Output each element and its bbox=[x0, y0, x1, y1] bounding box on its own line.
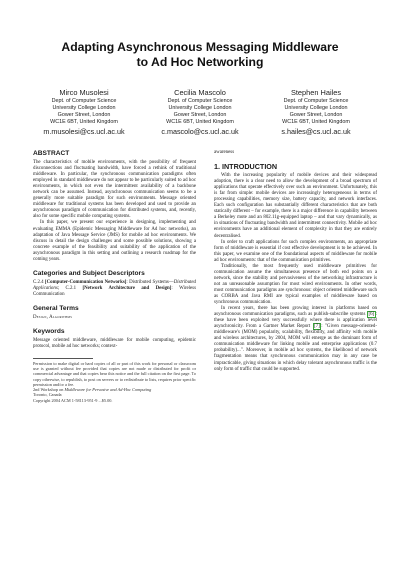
abstract-paragraph-1: The characteristics of mobile environments, with the possibility of frequent disconnections and fluctuating bandwidth, have forced a rethink of traditional middleware. In particular, the synchronous communication paradigms often employed in standard middleware do not appear to be particularly suited to ad hoc environments, in which not even the intermittent availability of a backbone network can be assumed. Instead, asynchronous communication seems to be a generally more suitable paradigm for such environments. Message oriented middleware for traditional systems has been developed and used to provide an asynchronous paradigm of communication for distributed systems, and, recently, also for some specific mobile computing systems. bbox=[33, 160, 196, 220]
author-1 bbox=[30, 88, 138, 136]
title-line-2: to Ad Hoc Networking bbox=[136, 54, 264, 69]
author-2 bbox=[146, 88, 254, 136]
abstract-paragraph-2: In this paper, we present our experience in designing, implementing and evaluating EMMA (Epidemic Messaging Middleware for Ad hoc networks), an adaptation of Java Message Service (JMS) for mobile ad hoc environments. We discuss in detail the design challenges and some possible solutions, showing a concrete example of the feasibility and suitability of the application of the asynchronous paradigm in this setting and outlining a research roadmap for the coming years. bbox=[33, 220, 196, 262]
general-terms-heading: General Terms bbox=[33, 304, 79, 312]
title-line-1: Adapting Asynchronous Messaging Middleware bbox=[61, 40, 339, 54]
citation-link[interactable]: [6] bbox=[368, 312, 375, 318]
footnote-rule bbox=[33, 358, 93, 359]
author-univ: University College London bbox=[284, 104, 348, 111]
author-3 bbox=[262, 88, 370, 136]
venue-notice: 2nd Workshop on Middleware for Pervasive and Ad-Hoc Computing bbox=[33, 387, 152, 393]
right-column bbox=[214, 150, 377, 373]
author-street: Gower Street, London bbox=[173, 111, 227, 118]
keywords-heading: Keywords bbox=[33, 327, 65, 335]
paper-title bbox=[20, 40, 380, 69]
introduction-heading: 1. INTRODUCTION bbox=[214, 162, 278, 172]
citation-link[interactable]: [7] bbox=[314, 324, 320, 330]
venue-place: Toronto, Canada bbox=[33, 392, 62, 398]
keywords-text: Message oriented middleware, middleware for mobile computing, epidemic protocol, mobile ad hoc networks; context- bbox=[33, 337, 196, 350]
author-email: s.hailes@cs.ucl.ac.uk bbox=[281, 126, 351, 136]
author-street: Gower Street, London bbox=[57, 111, 111, 118]
intro-paragraph-4: In recent years, there has been growing interest in platforms based on asynchronous communication paradigms, such as publish-subscribe systems [6] : these have been exploited very successfully where there is application level asynchronicity. From a Gartner Market Report [7] : "Given message-oriented-middleware's (MOM) popularity, scalability, flexibility, and affinity with mobile and wireless architectures, by 2004, MOM will emerge as the dominant form of communication middleware for linking mobile and enterprise applications (0.7 probability)...". Moreover, in mobile ad hoc systems, the likelihood of network fragmentation means that synchronous communication may in any case be impracticable, giving situations in which delay tolerant asynchronous traffic is the only form of traffic that could be supported. bbox=[214, 306, 377, 372]
author-email: c.mascolo@cs.ucl.ac.uk bbox=[161, 126, 239, 136]
author-dept: Dept. of Computer Science bbox=[51, 98, 117, 104]
author-postcode: WC1E 6BT, United Kingdom bbox=[166, 118, 234, 125]
categories-heading: Categories and Subject Descriptors bbox=[33, 269, 145, 277]
general-terms-text: Design, Algorithms bbox=[33, 314, 73, 320]
intro-paragraph-1: With the increasing popularity of mobile devices and their widespread adoption, there is a clear need to allow the development of a broad spectrum of applications that operate effectively over such an environment. Unfortunately, this is far from simple: mobile devices are increasingly heterogeneous in terms of processing capabilities, memory size, battery capacity, and network interfaces. Each such configuration has substantially different characteristics that are both statically different – for example, there is a major difference in capability between a Berkeley mote and an 802.11g-equipped laptop – and that vary dynamically, as in situations of fluctuating bandwidth and intermittent connectivity. Mobile ad hoc environments have an additional element of complexity in that they are entirely decentralised. bbox=[214, 173, 377, 239]
author-email: m.musolesi@cs.ucl.ac.uk bbox=[43, 126, 125, 136]
categories-text: C.2.4 [Computer-Communication Networks]: Distributed Systems—Distributed Applications; C.2.1 [Network Architecture and Design]: Wireless Communication bbox=[33, 279, 196, 297]
author-postcode: WC1E 6BT, United Kingdom bbox=[50, 118, 118, 125]
author-univ: University College London bbox=[52, 104, 116, 111]
author-block bbox=[30, 88, 370, 136]
author-univ: University College London bbox=[168, 104, 232, 111]
author-postcode: WC1E 6BT, United Kingdom bbox=[282, 118, 350, 125]
intro-paragraph-3: Traditionally, the most frequently used middleware primitives for communication assume the simultaneous presence of both end points on a network, since the stability and pervasiveness of the networking infrastructure is not an unreasonable assumption for most wired environments. In other words, most communication paradigms are synchronous: object oriented middleware such as CORBA and Java RMI are typical examples of middleware based on synchronous communication. bbox=[214, 263, 377, 306]
author-name: Stephen Hailes bbox=[290, 88, 342, 97]
left-column bbox=[33, 150, 196, 403]
author-name: Mirco Musolesi bbox=[59, 88, 109, 97]
author-dept: Dept. of Computer Science bbox=[283, 98, 349, 104]
permission-notice: Permission to make digital or hard copies of all or part of this work for personal or classroom use is granted without fee provided that copies are not made or distributed for profit or commercial advantage and that copies bear this notice and the full citation on the first page. To copy otherwise, to republish, to post on servers or to redistribute to lists, requires prior specific permission and/or a fee. bbox=[33, 361, 197, 387]
author-name: Cecilia Mascolo bbox=[174, 88, 226, 97]
intro-paragraph-2: In order to craft applications for such complex environments, an appropriate form of middleware is essential if cost effective development is to be achieved. In this paper, we examine one of the foundational aspects of middleware for mobile ad hoc environments: that of the communication primitives. bbox=[214, 239, 377, 263]
copyright-notice: Copyright 2004 ACM 1-58113-951-9 ...$5.00. bbox=[33, 397, 113, 403]
author-dept: Dept. of Computer Science bbox=[167, 98, 233, 104]
keywords-continuation: awareness bbox=[214, 150, 235, 155]
author-street: Gower Street, London bbox=[289, 111, 343, 118]
abstract-heading: ABSTRACT bbox=[33, 150, 70, 157]
